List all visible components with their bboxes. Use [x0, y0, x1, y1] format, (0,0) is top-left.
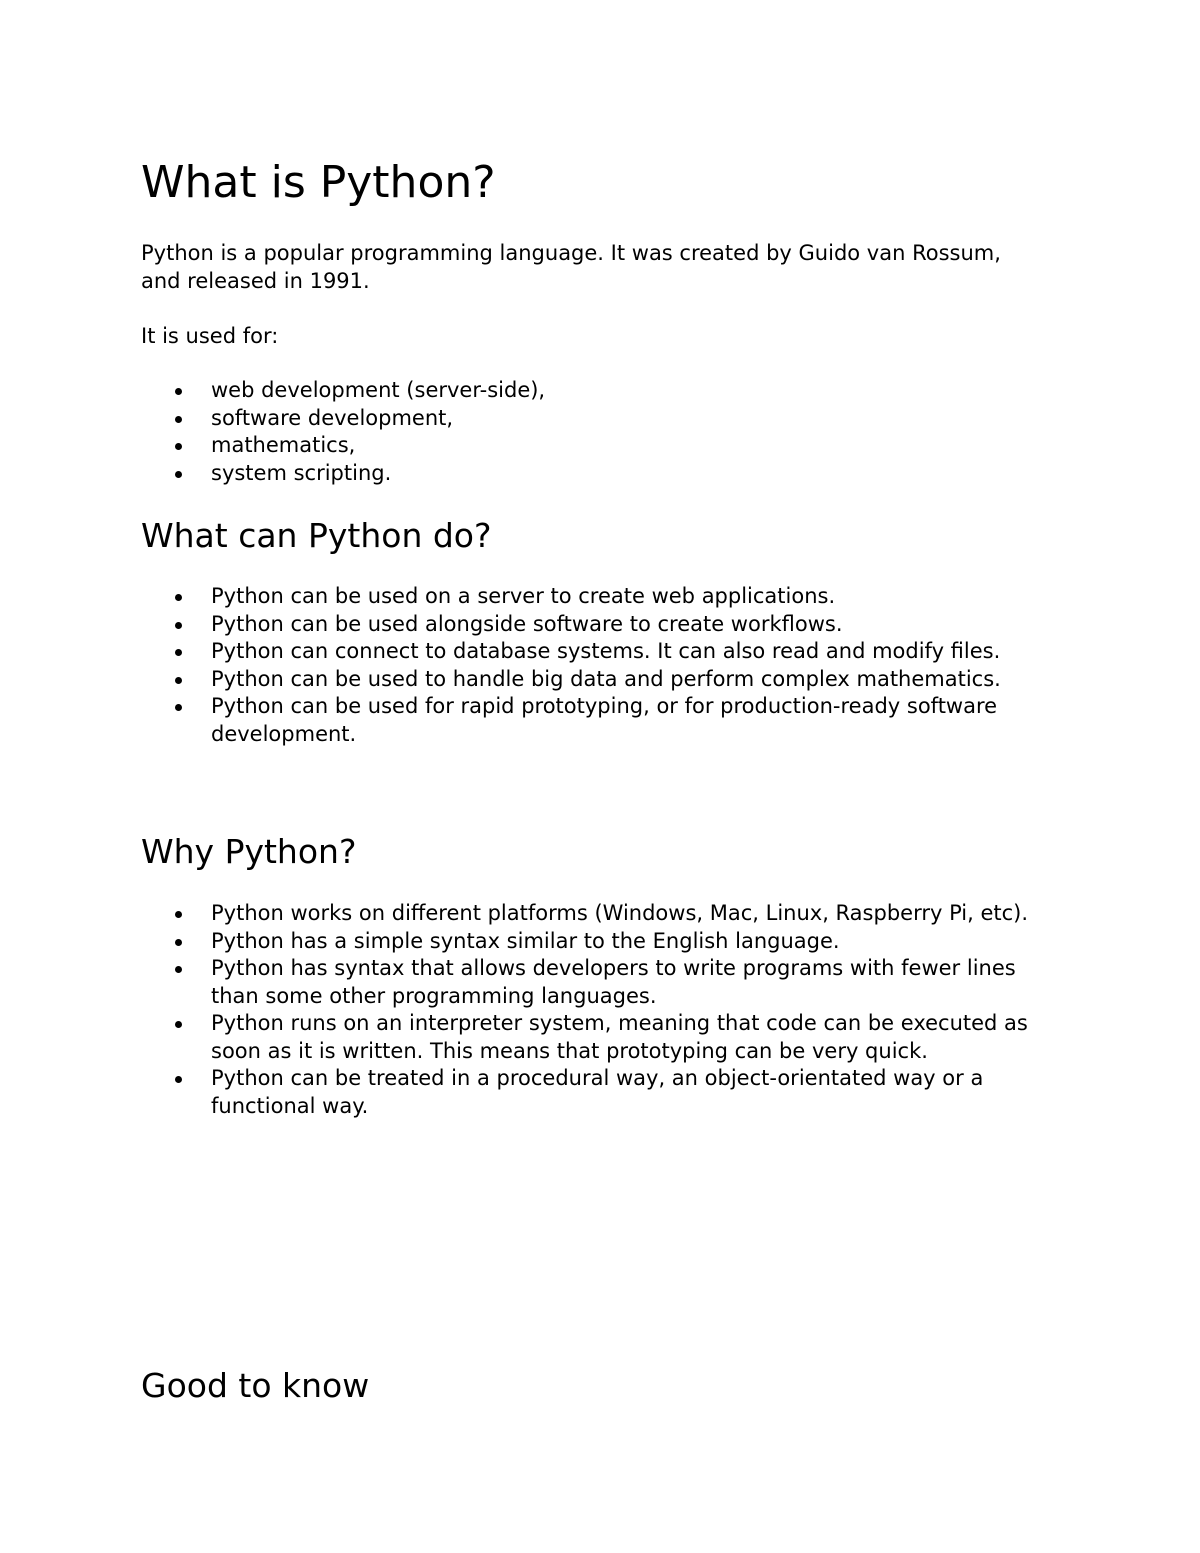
bullet-icon: [175, 471, 182, 478]
list-item: Python can be used to handle big data and perform complex mathematics.: [141, 666, 1021, 694]
bullet-icon: [175, 1076, 182, 1083]
list-item: software development,: [141, 405, 1066, 433]
bullet-icon: [175, 939, 182, 946]
list-item: Python can connect to database systems. It can also read and modify files.: [141, 638, 1021, 666]
list-item: Python can be used on a server to create web applications.: [141, 583, 1021, 611]
list-item: mathematics,: [141, 432, 1066, 460]
used-for-label: It is used for:: [141, 324, 279, 348]
bullet-icon: [175, 416, 182, 423]
list-item: Python can be treated in a procedural way, an object-orientated way or a functional way.: [141, 1065, 1066, 1120]
intro-paragraph: Python is a popular programming language. It was created by Guido van Rossum, and released in 1991.: [141, 241, 1001, 293]
list-item: system scripting.: [141, 460, 1066, 488]
bullet-icon: [175, 622, 182, 629]
page-title: What is Python?: [141, 157, 496, 208]
bullet-icon: [175, 704, 182, 711]
section-heading-can-do: What can Python do?: [141, 516, 492, 555]
list-item: web development (server-side),: [141, 377, 1066, 405]
list-item: Python works on different platforms (Windows, Mac, Linux, Raspberry Pi, etc).: [141, 900, 1066, 928]
can-do-list: [141, 583, 1021, 748]
section-heading-good-to-know: Good to know: [141, 1366, 370, 1405]
used-for-list: [141, 377, 1066, 487]
section-heading-why: Why Python?: [141, 832, 357, 871]
list-item: Python can be used alongside software to create workflows.: [141, 611, 1021, 639]
list-item: Python runs on an interpreter system, meaning that code can be executed as soon as it is written. This means that prototyping can be very quick.: [141, 1010, 1066, 1065]
bullet-icon: [175, 649, 182, 656]
list-item: Python has a simple syntax similar to the English language.: [141, 928, 1066, 956]
bullet-icon: [175, 677, 182, 684]
list-item: Python can be used for rapid prototyping, or for production-ready software development.: [141, 693, 1021, 748]
bullet-icon: [175, 594, 182, 601]
bullet-icon: [175, 443, 182, 450]
bullet-icon: [175, 966, 182, 973]
bullet-icon: [175, 388, 182, 395]
bullet-icon: [175, 1021, 182, 1028]
why-list: [141, 900, 1066, 1120]
list-item: Python has syntax that allows developers to write programs with fewer lines than some other programming languages.: [141, 955, 1066, 1010]
bullet-icon: [175, 911, 182, 918]
